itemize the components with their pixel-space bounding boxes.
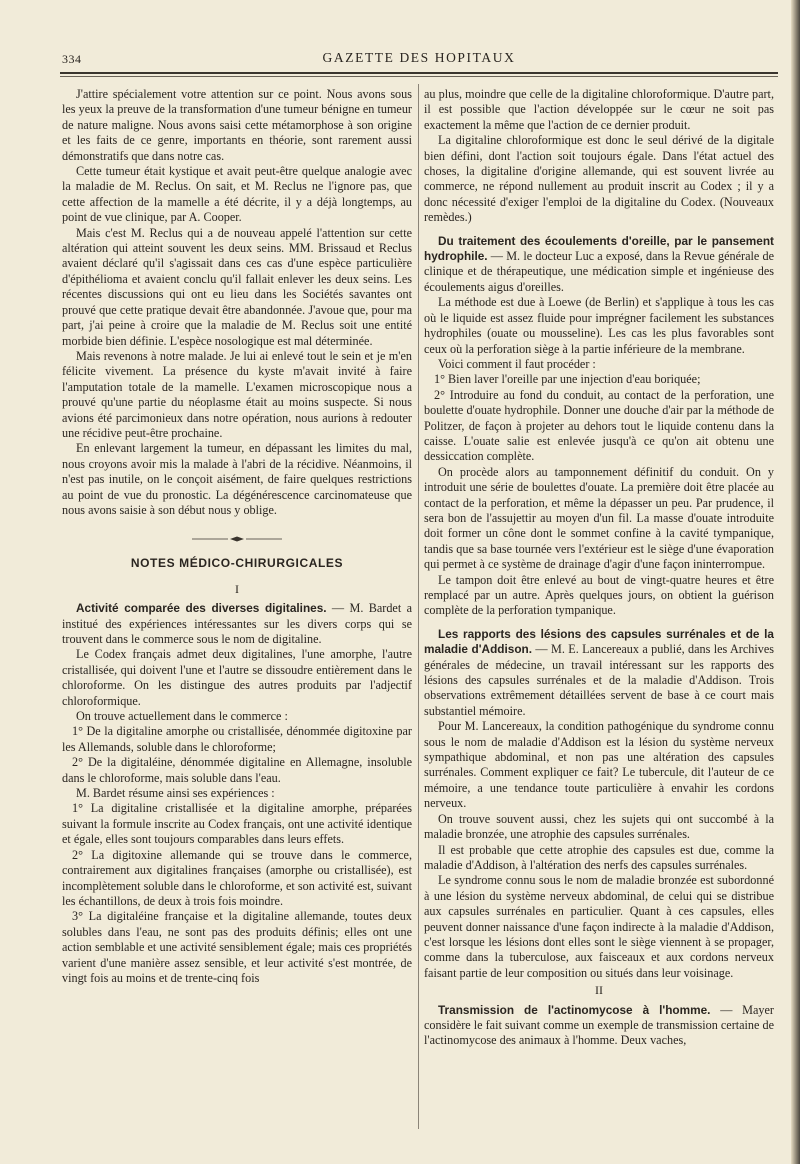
running-title: GAZETTE DES HOPITAUX <box>322 50 516 65</box>
paragraph: Cette tumeur était kystique et avait peut-être quelque analogie avec la maladie de M. Reclus. On sait, et M. Reclus ne l'ignore pas, que cette affection de la mamelle a été décrite, il y a déjà longtemps, au point de vue clinique, par A. Cooper. <box>62 164 412 225</box>
paragraph: En enlevant largement la tumeur, en dépassant les limites du mal, nous croyons avoir mis la malade à l'abri de la récidive. Néanmoins, il n'est pas inutile, on le conçoit aisément, de faire quelques restrictions au point de vue du pronostic. La dégénérescence carcinomateuse que nous avons saisie à son début nous y oblige. <box>62 441 412 517</box>
list-item: 1° La digitaline cristallisée et la digitaline amorphe, préparées suivant la formule inscrite au Codex français, ont une activité identique et égale, elles sont toujours comparables dans leurs effets. <box>62 801 412 847</box>
article-lead: — Mayer considère le fait suivant comme un exemple de transmission certaine de l'actinomycose des animaux à l'homme. Deux vaches, <box>424 1002 774 1048</box>
section-numeral: II <box>595 983 603 998</box>
column-divider <box>418 84 419 1129</box>
ornament-divider <box>192 536 282 542</box>
paragraph: Le tampon doit être enlevé au bout de vingt-quatre heures et être remplacé par un autre. Après quelques jours, on obtient la guérison complète de la perforation tympanique. <box>424 572 774 618</box>
article-lead: — M. le docteur Luc a exposé, dans la Revue générale de clinique et de thérapeutique, une médication simple et ingénieuse des écoulements aigus d'oreilles. <box>424 249 774 294</box>
paragraph: Pour M. Lancereaux, la condition pathogénique du syndrome connu sous le nom de maladie d'Addison est la lésion du système nerveux sympathique abdominal, et non pas une altération des capsules surrénales. Comment expliquer ce fait? Le tubercule, dit l'auteur de ce mémoire, a une tendance toute particulière à envahir les cordons nerveux. <box>424 719 774 811</box>
list-item: 2° De la digitaléine, dénommée digitaline en Allemagne, insoluble dans le chloroforme, mais soluble dans l'eau. <box>62 755 412 785</box>
paragraph: J'attire spécialement votre attention sur ce point. Nous avons sous les yeux la preuve de la transformation d'une tumeur bénigne en tumeur de nature maligne. Nous avons saisi cette métamorphose à son origine et les faits de ce genre, importants en théorie, sont rarement aussi démonstratifs que dans notre cas. <box>62 87 412 163</box>
list-item: 1° Bien laver l'oreille par une injection d'eau boriquée; <box>434 372 701 387</box>
paragraph: On trouve souvent aussi, chez les sujets qui ont succombé à la maladie bronzée, une atrophie des capsules surrénales. <box>424 811 774 842</box>
list-item: 2° La digitoxine allemande qui se trouve dans le commerce, contrairement aux digitalines françaises (amorphe ou cristallisée), est incomplètement soluble dans le chloroforme, et son activité est, suivant les échantillons, de deux à trois fois moindre. <box>62 847 412 908</box>
header-rule-thin <box>60 76 778 77</box>
paragraph: On trouve actuellement dans le commerce : <box>76 709 288 724</box>
article-lead: — M. Bardet a institué des expériences intéressantes sur les divers corps qui se trouvent dans le commerce sous le nom de digitaline. <box>62 601 412 646</box>
paragraph: Il est probable que cette atrophie des capsules est due, comme la maladie d'Addison, à l'altération des nerfs des capsules surrénales. <box>424 842 774 872</box>
list-item: 1° De la digitaline amorphe ou cristallisée, dénommée digitoxine par les Allemands, soluble dans le chloroforme; <box>62 724 412 754</box>
section-numeral: I <box>235 581 239 596</box>
paragraph: Le Codex français admet deux digitalines, l'une amorphe, l'autre cristallisée, qui doivent l'une et l'autre se dissoudre entièrement dans le chloroforme. On les distingue des autres produits par l'adjectif chloroformique. <box>62 647 412 708</box>
page-number: 334 <box>62 52 82 66</box>
paragraph: M. Bardet résume ainsi ses expériences : <box>76 786 275 801</box>
article-title: Du traitement des écoulements d'oreille, par le pansement hydrophile. <box>424 233 774 264</box>
paragraph: Mais revenons à notre malade. Je lui ai enlevé tout le sein et je m'en félicite vivement. La présence du kyste m'avait invité à faire l'amputation totale de la mamelle. L'examen microscopique nous a prouvé qu'une partie du néoplasme était au moins suspecte. Si nous avions été parcimonieux dans notre opération, nous aurions à redouter une récidive peut-être prochaine. <box>62 348 412 440</box>
article-paragraph <box>424 234 774 296</box>
article-lead: — M. E. Lancereaux a publié, dans les Archives générales de médecine, un travail intéressant sur les rapports des lésions des capsules surrénales et de la maladie d'Addison. Trois observations extrêmement détaillées servent de base à ce court mais substantiel mémoire. <box>424 642 775 718</box>
list-item: 3° La digitaléine française et la digitaline allemande, toutes deux solubles dans l'eau, ne sont pas des produits définis; elles ont une action semblable et une activité sensiblement égale; mais ces propriétés varient d'une manière assez sensible, et leur activité s'est montrée, de vingt fois au moins et de trente-cinq fois <box>62 909 412 985</box>
left-column <box>62 87 412 986</box>
spacer <box>424 226 774 234</box>
article-paragraph <box>62 601 412 647</box>
article-paragraph <box>424 1003 774 1049</box>
paragraph: On procède alors au tamponnement définitif du conduit. On y introduit une série de boulettes d'ouate. La première doit être placée au contact de la perforation, et même la dépasser un peu. Par prudence, il sera bon de l'assujettir au moyen d'un fil. La masse d'ouate introduite doit former un cône dont le sommet confine à la cavité tympanique, tandis que sa base tournée vers l'extérieur est le siège d'une évaporation qui permet à ce système de drainage d'agir d'une façon ininterrompue. <box>424 464 774 572</box>
article-title: Les rapports des lésions des capsules surrénales et de la maladie d'Addison. <box>424 626 774 657</box>
list-item: 2° Introduire au fond du conduit, au contact de la perforation, une boulette d'ouate hydrophile. Donner une douche d'air par la méthode de Politzer, de façon à projeter au dehors tout le liquide contenu dans la caisse. L'ouate salie est enlevée jusqu'à ce qu'on ait obtenu une dessiccation complète. <box>424 387 774 464</box>
paragraph: Mais c'est M. Reclus qui a de nouveau appelé l'attention sur cette altération qui atteint souvent les deux seins. MM. Brissaud et Reclus avaient déclaré qu'il s'agissait dans ces cas d'une espèce particulière d'épithélioma et avaient conclu qu'il fallait enlever les deux seins. Les récentes discussions qui ont eu lieu dans les Sociétés savantes ont prouvé que cette pratique devait être abandonnée. J'avoue que, pour ma part, j'ai peine à croire que la maladie de M. Reclus soit une entité morbide bien définie. L'espèce nosologique est mal déterminée. <box>62 225 412 348</box>
spacer <box>424 619 774 627</box>
article-title: Activité comparée des diverses digitalines. <box>76 601 327 616</box>
right-column <box>424 87 774 1049</box>
paragraph: La digitaline chloroformique est donc le seul dérivé de la digitale bien défini, dont l'action soit toujours égale. Dans l'état actuel des choses, la digitaline d'origine allemande, qui est souvent livrée au commerce, ne répond nullement au produit inscrit au Codex ; il y a donc nécessité d'exiger l'emploi de la digitaline du Codex. (Nouveaux remèdes.) <box>424 133 774 225</box>
paragraph: La méthode est due à Loewe (de Berlin) et s'applique à tous les cas où le liquide est assez fluide pour imprégner facilement les substances hydrophiles (ouate ou mousseline). Les cas les plus favorables sont ceux où la perforation siège à la partie inférieure de la membrane. <box>424 295 774 356</box>
paragraph: Voici comment il faut procéder : <box>438 356 596 371</box>
paragraph: au plus, moindre que celle de la digitaline chloroformique. D'autre part, il est possible que l'action développée sur le cœur ne soit pas exactement la même que l'action de ce dernier produit. <box>424 87 774 132</box>
page-header <box>60 44 778 70</box>
paragraph: Le syndrome connu sous le nom de maladie bronzée est subordonné à une lésion du système nerveux abdominal, de celui qui se distribue aux capsules surrénales en particulier. Quant à ces capsules, elles peuvent donner naissance d'une façon indirecte à la maladie d'Addison, c'est lorsque les lésions dont elles sont le siège viennent à se propager, comme dans la tuberculose, aux faisceaux et aux cordons nerveux faisant partie de leur composition ou situés dans leur voisinage. <box>424 873 774 980</box>
header-rule <box>60 72 778 74</box>
article-title: Transmission de l'actinomycose à l'homme. <box>438 1002 711 1017</box>
section-title: NOTES MÉDICO-CHIRURGICALES <box>130 556 344 571</box>
article-paragraph <box>424 627 774 719</box>
scan-edge <box>791 0 800 1164</box>
